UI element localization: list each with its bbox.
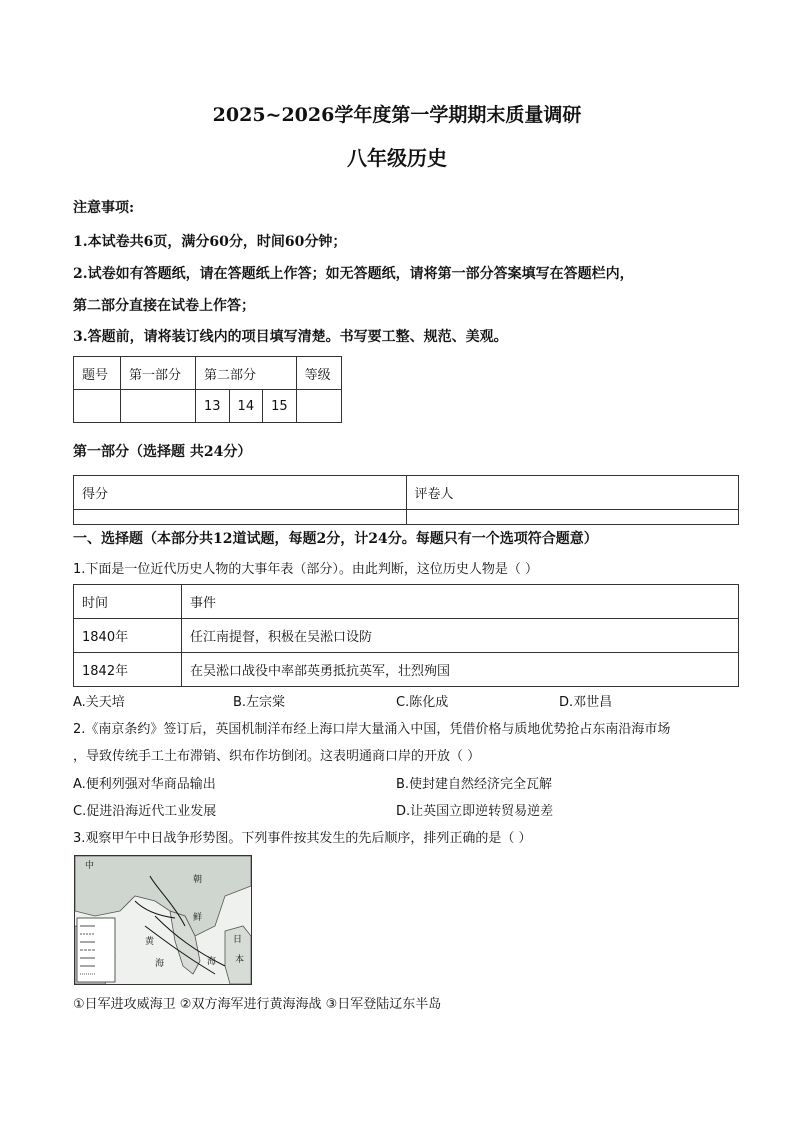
q2-option-d[interactable]: D.让英国立即逆转贸易逆差 (396, 804, 554, 819)
section-title: 一、选择题（本部分共12道试题，每题2分，计24分。每题只有一个选项符合题意） (73, 531, 598, 547)
exam-subtitle: 八年级历史 (347, 146, 447, 170)
exam-title: 2025~2026学年度第一学期期末质量调研 (212, 104, 582, 126)
q1-option-c[interactable]: C.陈化成 (396, 695, 449, 710)
map-label: 本 (235, 955, 245, 965)
map-label: 中 (85, 861, 95, 871)
q1-option-b[interactable]: B.左宗棠 (233, 695, 286, 710)
map-label: 海 (207, 957, 217, 967)
part1-heading: 第一部分（选择题 共24分） (73, 444, 252, 460)
col-time-header: 时间 (74, 585, 182, 619)
score-cell[interactable] (121, 390, 196, 423)
score-cell[interactable] (296, 390, 341, 423)
score-header-num: 题号 (74, 357, 121, 390)
score-q15: 15 (263, 390, 297, 423)
event-cell: 在吴淞口战役中率部英勇抵抗英军，壮烈殉国 (182, 653, 739, 687)
map-label: 黄 (145, 937, 155, 947)
score-header-part1: 第一部分 (121, 357, 196, 390)
table-row (74, 653, 739, 687)
map-label: 朝 (193, 875, 203, 885)
q3-stem: 3.观察甲午中日战争形势图。下列事件按其发生的先后顺序，排列正确的是（ ） (73, 831, 532, 846)
q1-events-table (73, 584, 739, 687)
notice-item: 1.本试卷共6页，满分60分，时间60分钟； (73, 234, 347, 250)
map-label: 鲜 (193, 913, 203, 923)
notice-item: 3.答题前，请将装订线内的项目填写清楚。书写要工整、规范、美观。 (73, 329, 508, 345)
score-q13: 13 (196, 390, 230, 423)
grader-table (73, 475, 739, 525)
map-label: 日 (233, 935, 243, 945)
q1-option-d[interactable]: D.邓世昌 (559, 695, 613, 710)
q2-option-b[interactable]: B.使封建自然经济完全瓦解 (396, 777, 553, 792)
q1-stem: 1.下面是一位近代历史人物的大事年表（部分）。由此判断，这位历史人物是（ ） (73, 562, 539, 577)
grader-entry[interactable] (406, 510, 739, 525)
q2-option-c[interactable]: C.促进沿海近代工业发展 (73, 804, 217, 819)
notice-item: 第二部分直接在试卷上作答； (73, 298, 255, 314)
q2-stem-line2: ，导致传统手工土布滞销、织布作坊倒闭。这表明通商口岸的开放（ ） (73, 749, 481, 764)
score-header-grade: 等级 (296, 357, 341, 390)
grader-label: 评卷人 (406, 476, 739, 510)
q2-stem-line1: 2.《南京条约》签订后，英国机制洋布经上海口岸大量涌入中国，凭借价格与质地优势抢占东南沿海市场 (73, 722, 671, 737)
event-cell: 任江南提督，积极在吴淞口设防 (182, 619, 739, 653)
score-table (73, 356, 342, 423)
score-q14: 14 (229, 390, 263, 423)
q2-option-a[interactable]: A.便利列强对华商品输出 (73, 777, 216, 792)
q3-event-list: ①日军进攻威海卫 ②双方海军进行黄海海战 ③日军登陆辽东半岛 (73, 997, 442, 1012)
notice-heading: 注意事项: (73, 200, 135, 216)
score-entry[interactable] (74, 510, 407, 525)
score-header-part2: 第二部分 (196, 357, 297, 390)
map-label: 海 (155, 959, 165, 969)
table-row (74, 619, 739, 653)
score-label: 得分 (74, 476, 407, 510)
notice-item: 2.试卷如有答题纸，请在答题纸上作答；如无答题纸，请将第一部分答案填写在答题栏内， (73, 266, 634, 282)
q1-option-a[interactable]: A.关天培 (73, 695, 125, 710)
time-cell: 1840年 (74, 619, 182, 653)
war-situation-map (74, 855, 252, 985)
time-cell: 1842年 (74, 653, 182, 687)
score-cell[interactable] (74, 390, 121, 423)
col-event-header: 事件 (182, 585, 739, 619)
